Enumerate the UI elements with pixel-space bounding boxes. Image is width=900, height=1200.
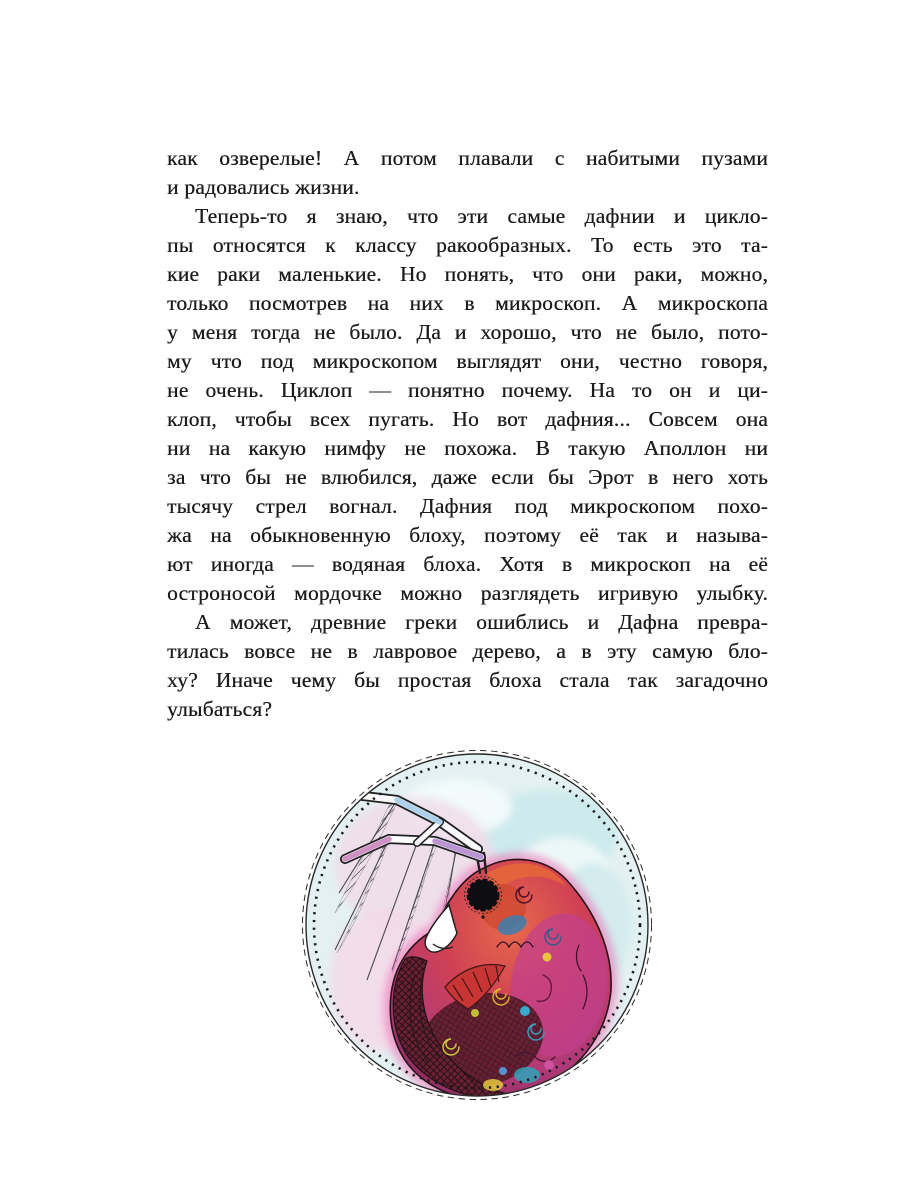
daphnia-eye	[468, 880, 498, 910]
text-line: жа на обыкновенную блоху, поэтому её так и называ-	[167, 523, 768, 547]
paragraph	[167, 202, 768, 608]
text-line: А может, древние греки ошиблись и Дафна превра-	[195, 610, 768, 634]
text-line: за что бы не влюбился, даже если бы Эрот в него хоть	[167, 465, 768, 489]
eye-drip-dot	[481, 915, 485, 919]
paragraph	[167, 144, 768, 202]
text-line: клоп, чтобы всех пугать. Но вот дафния... Совсем она	[167, 407, 768, 431]
microscope-view-svg	[297, 745, 657, 1105]
text-line: остроносой мордочке можно разглядеть игривую улыбку.	[167, 581, 768, 605]
text-line: тилась вовсе не в лавровое дерево, а в эту самую бло-	[167, 639, 768, 663]
text-line: пы относятся к классу ракообразных. То есть это та-	[167, 233, 768, 257]
text-line: только посмотрев на них в микроскоп. А микроскопа	[167, 291, 768, 315]
text-line: у меня тогда не было. Да и хорошо, что не было, пото-	[167, 320, 768, 344]
text-line: ют иногда — водяная блоха. Хотя в микроскоп на её	[167, 552, 768, 576]
text-line: как озверелые! А потом плавали с набитыми пузами	[167, 146, 768, 170]
paragraph	[167, 608, 768, 724]
text-line: кие раки маленькие. Но понять, что они раки, можно,	[167, 262, 768, 286]
text-line: Теперь-то я знаю, что эти самые дафнии и цикло-	[195, 204, 768, 228]
text-line: не очень. Циклоп — понятно почему. На то он и ци-	[167, 378, 768, 402]
text-line: му что под микроскопом выглядят они, честно говоря,	[167, 349, 768, 373]
text-line: улыбаться?	[167, 697, 273, 721]
text-line: ху? Иначе чему бы простая блоха стала так загадочно	[167, 668, 768, 692]
page-text	[167, 144, 768, 724]
text-line: и радовались жизни.	[167, 175, 360, 199]
daphnia-illustration	[297, 745, 657, 1105]
text-line: ни на какую нимфу не похожа. В такую Аполлон ни	[167, 436, 768, 460]
text-line: тысячу стрел вогнал. Дафния под микроскопом похо-	[167, 494, 768, 518]
